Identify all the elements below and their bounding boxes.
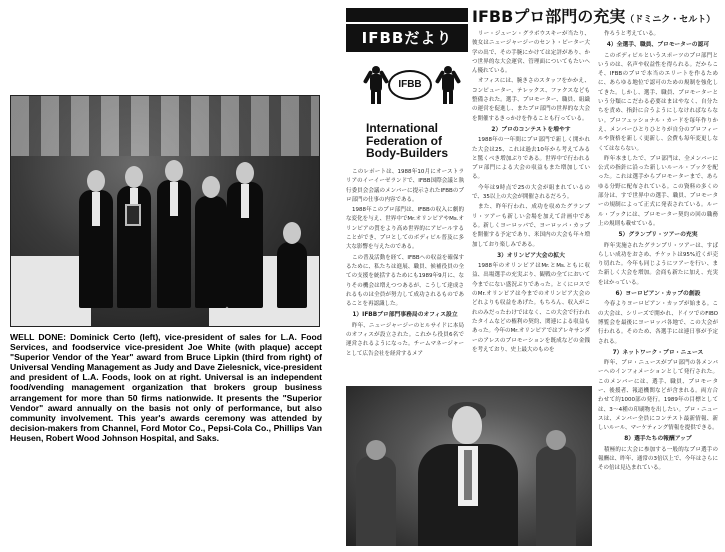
article-column-2: [472, 30, 590, 382]
award-ceremony-photo: [10, 95, 320, 327]
column-kicker: IFBBだより: [346, 24, 468, 52]
article-paragraph: 昨年、プロ・ニュースがプロ部門の各メンバーへのインフォメーションとして発行された。このメンバーには、選手、職員、プロモーター、後援者、報道機関などが含まれる。両方合わせて約1000部の発行。1989年の目標としては、3～4種の印刷物を出したい。プロ・ニュースは、メンバー全員にコンテスト最新情報、新しいルール、マーケティング情報を提供できる。: [598, 360, 718, 432]
article-paragraph: また、昨年行われ、成功を収めたグランプリ・ツアーも新しい会場を加えて計画中である。新しくヨーロッパで、ヨーロッパ・カップを開催する予定であり、米国内の大会も年々増加しており楽しみである。: [472, 204, 590, 248]
section-heading: 6）ヨーロピアン・カップの創設: [615, 291, 701, 298]
article-headline: [472, 8, 715, 29]
article-paragraph: オフィスには、腕きさのスタッフをかかえ、コンピューター、テレックス、ファクスなども整備された。選手、プロモーター、職員、組織の運営を促進し、またプロ部門の世界的な大会を開催するきっかけを作ることも行っている。: [472, 78, 590, 122]
person-certo: [79, 190, 113, 308]
portrait-subject: [438, 406, 498, 546]
photo-caption: WELL DONE: Dominick Certo (left), vice-president of sales for L.A. Food Services, and foodservice vice-president Joe White (with plaque) accept "Superior Vendor of the Year" award from Bruce Lipkin (third from right) of Universal Vending Management as Judy and Dave Zielesnick, vice-president and president of L.A. Foods, look on at right. Universal is an independent food/vending management organization that brokers group business arrangement for more than 50 firms nationwide. It presents the "Superior Vendor" award annually on the basis not only of performance, but also community involvement. This year's awards ceremony was attended by decision-makers from Channel, Ford Motor Co., Pepsi-Cola Co., Phillips Van Heusen, Robert Wood Johnson Hospital, and Saks.: [10, 332, 322, 443]
org-name-line: Body-Builders: [366, 146, 449, 160]
bodybuilder-right-icon: [440, 66, 456, 104]
article-paragraph: 1988年の一年間にプロ部門で新しく開かれた大会は25、これは過去10年から考えてみると驚くべき増加ぶりである。世界中で行われるプロ部門による大会の収益もまた増加している。: [472, 137, 590, 181]
article-paragraph: この普及活動を経て、IFBBへの収益を確保するために、私たちは進展、職員、候補役員の全ての支援を統括するためにも1989年9月に、なりその機会は増えつつあるが、こうして達成されるものは全員が努力して成功されるものであることを再認識した。: [346, 254, 464, 308]
article-paragraph: 1988年のオリンピアはMr.とMs.ともに収益、出場選手の充実ぶり、観戦の全てにおいて今までにない盛況ぶりであった。とくにロスでのMr.オリンピアは今までのオリンピア大会のどれよりも収益をあげた。もちろん、収入がこれのみだったわけではなく、この大会で行われたタイムなどの権利の契約、関連による収益もあった。今年のMr.オリンピアではアレキサンダーのアレスのプロモーションを既成などの金銭を考えており、史上最大のものを: [472, 263, 590, 353]
section-heading: 5）グランプリ・ツアーの充実: [618, 232, 698, 239]
article-column-3: [598, 30, 718, 544]
article-paragraph: 1988年このプロ部門は、IFBBの収入に劇的な変化を与え、世界中でMr.オリンピアやMs.オリンピアの質をより高め世界的にアピールすることができ、プロとしてのボディビル普及に多大な影響を与えたのである。: [346, 207, 464, 251]
article-paragraph: このボディビルというスポーツのプロ部門というのは、名声や収益性を得られる。だからこそ、IFBBのプロで本当のエリートを作るために、あらゆる地位で認可のための規制を強化してきた。しかし、選手、職員、プロモーターという分類にこだわる必要はまはやなく、自分たちを責め、指針に合うようにしなければならない。プロフェッショナル・カードを毎年作りかえ、メンバーひとりひとりが自分のプロフィールや資格を新しく更新し、会費も毎年変更しなくてはならない。: [598, 52, 718, 152]
executive-portrait-photo: [346, 386, 592, 546]
headline-byline: （ドミニク・セルト）: [625, 15, 716, 25]
ceiling-beams: [11, 96, 319, 156]
person-lipkin: [157, 180, 191, 308]
article-paragraph: このレポートは、1988年10月にオーストラリアのイーイーゼランドで、IFBB国際会議と執行委員会会議のメンバーに提示されたIFBBのプロ部門の仕事の内容である。: [346, 169, 464, 203]
org-name-line: Federation of: [366, 133, 443, 148]
background-figure: [536, 446, 576, 546]
article-paragraph: 昨年、ニュージャージーのヒルサイドに本局のオフィスが設立された。これから役員6名で運営されるようになった。チームマネージャーとして広告会社を経営するメア: [346, 322, 464, 357]
person-judy: [195, 196, 227, 308]
article-paragraph: 今年は9時点で25の大会が組まれているので、35以上の大会が開催されるだろう。: [472, 184, 590, 201]
kicker-bar: [346, 8, 468, 22]
award-plaque: [125, 204, 141, 226]
background-figure: [356, 456, 396, 546]
headline-main: IFBBプロ部門の充実: [472, 7, 626, 26]
article-paragraph: 昨年本ましたで、プロ部門は、全メンバーに公式の指針に沿った新しいルール・ブックを配った。これは選手からプロモーターまで、あらゆる分野に配布されている。この資料の多くの部分は、すで世界中の選手、職員、プロモーターの規制によって正式に発表されている。ルール・ブックには、プロモーター契約の回の職務上の規則も載せている。: [598, 155, 718, 227]
section-heading: 3）オリンピア大会の拡大: [497, 252, 565, 259]
section-heading: 7）ネットワーク・プロ・ニュース: [612, 349, 704, 356]
ifbb-logo: [360, 62, 472, 122]
article-paragraph: リー・ジューン・グラボウスキーが当たり、彼女はニュージャージーのセント・ピーター大学の出で、その手腕にかけては定評があり、かつ世界的な大会運営、管理面についてもたいへん優れている。: [472, 31, 590, 75]
org-name-line: International: [366, 121, 439, 135]
bodybuilder-left-icon: [368, 66, 384, 104]
person-dave: [227, 182, 263, 308]
article-column-1: [346, 168, 464, 382]
right-page: [338, 0, 725, 552]
section-heading: 8）選手たちの報酬アップ: [624, 436, 692, 443]
section-heading: 1）IFBBプロ部門事務局のオフィス設立: [352, 312, 458, 319]
article-paragraph: 今春よりヨーロピアン・カップが始まる。この大会は、シリーズで開かれ、ドイツでのFIBO博覧会を最後にヨーロッパ各地で、この大会が行われる。そのため、各選手には連日事が予定される。: [598, 301, 718, 345]
person-seated: [277, 242, 307, 308]
ifbb-logo-oval: IFBB: [388, 70, 432, 100]
organization-name: [366, 122, 478, 160]
section-heading: 2）プロのコンテストを増やす: [491, 126, 571, 133]
left-page: [0, 0, 330, 552]
section-heading: 4）全選手、職員、プロモーターの認可: [606, 42, 710, 49]
article-paragraph: 昨年実施されたグランプリ・ツアーは、すばらしい成功をおさめ、チケットは95%近くが売り切れた。今年も同じようにツアーを行い、また新しく大会を増加。会商も新たに加え、充実をはかっている。: [598, 242, 718, 286]
article-paragraph: 作ろうと考えている。: [604, 31, 660, 37]
article-paragraph: 積極的に大会に参加する一般的なプロ選手の報酬は、昨年、通常の3倍以上で、今年はさらにその倍は見込まれている。: [598, 446, 718, 472]
